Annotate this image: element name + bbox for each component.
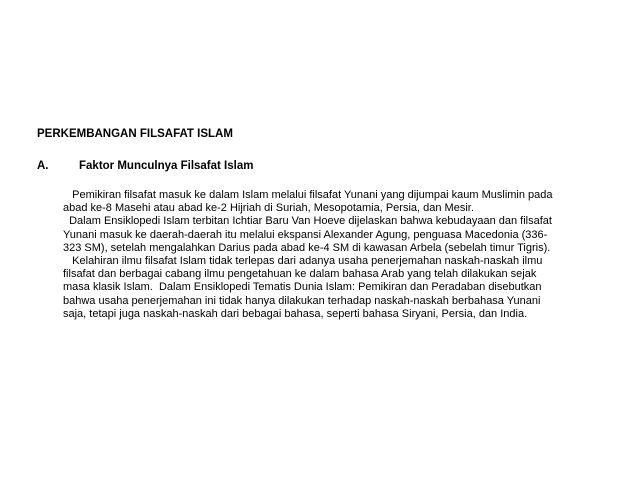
text-line: Kelahiran ilmu filsafat Islam tidak terlepas dari adanya usaha penerjemahan naskah-naskah ilmu [63, 255, 543, 268]
text-line: abad ke-8 Masehi atau abad ke-2 Hijriah di Suriah, Mesopotamia, Persia, dan Mesir. [63, 202, 474, 215]
text-line: masa klasik Islam. Dalam Ensiklopedi Tematis Dunia Islam: Pemikiran dan Peradaban disebutkan [63, 281, 542, 294]
text-line: bahwa usaha penerjemahan ini tidak hanya dilakukan terhadap naskah-naskah berbahasa Yunani [63, 294, 541, 307]
body-text [63, 189, 608, 321]
paragraph-1 [63, 189, 608, 215]
text-line: filsafat dan berbagai cabang ilmu pengetahuan ke dalam bahasa Arab yang telah dilakukan sejak [63, 268, 537, 281]
document-title: PERKEMBANGAN FILSAFAT ISLAM [37, 128, 233, 140]
section-heading-text: Faktor Munculnya Filsafat Islam [79, 160, 254, 172]
section-letter: A. [37, 160, 49, 172]
text-line: Yunani masuk ke daerah-daerah itu melalui ekspansi Alexander Agung, penguasa Macedonia (336- [63, 228, 548, 241]
text-line: Dalam Ensiklopedi Islam terbitan Ichtiar Baru Van Hoeve dijelaskan bahwa kebudayaan dan filsafat [63, 215, 552, 228]
section-heading [37, 160, 253, 172]
text-line: 323 SM), setelah mengalahkan Darius pada abad ke-4 SM di kawasan Arbela (sebelah timur Tigris). [63, 241, 551, 254]
paragraph-3 [63, 255, 608, 321]
paragraph-2 [63, 215, 608, 255]
text-line: saja, tetapi juga naskah-naskah dari bebagai bahasa, seperti bahasa Siryani, Persia, dan India. [63, 307, 528, 320]
text-line: Pemikiran filsafat masuk ke dalam Islam melalui filsafat Yunani yang dijumpai kaum Muslimin pada [63, 189, 553, 201]
